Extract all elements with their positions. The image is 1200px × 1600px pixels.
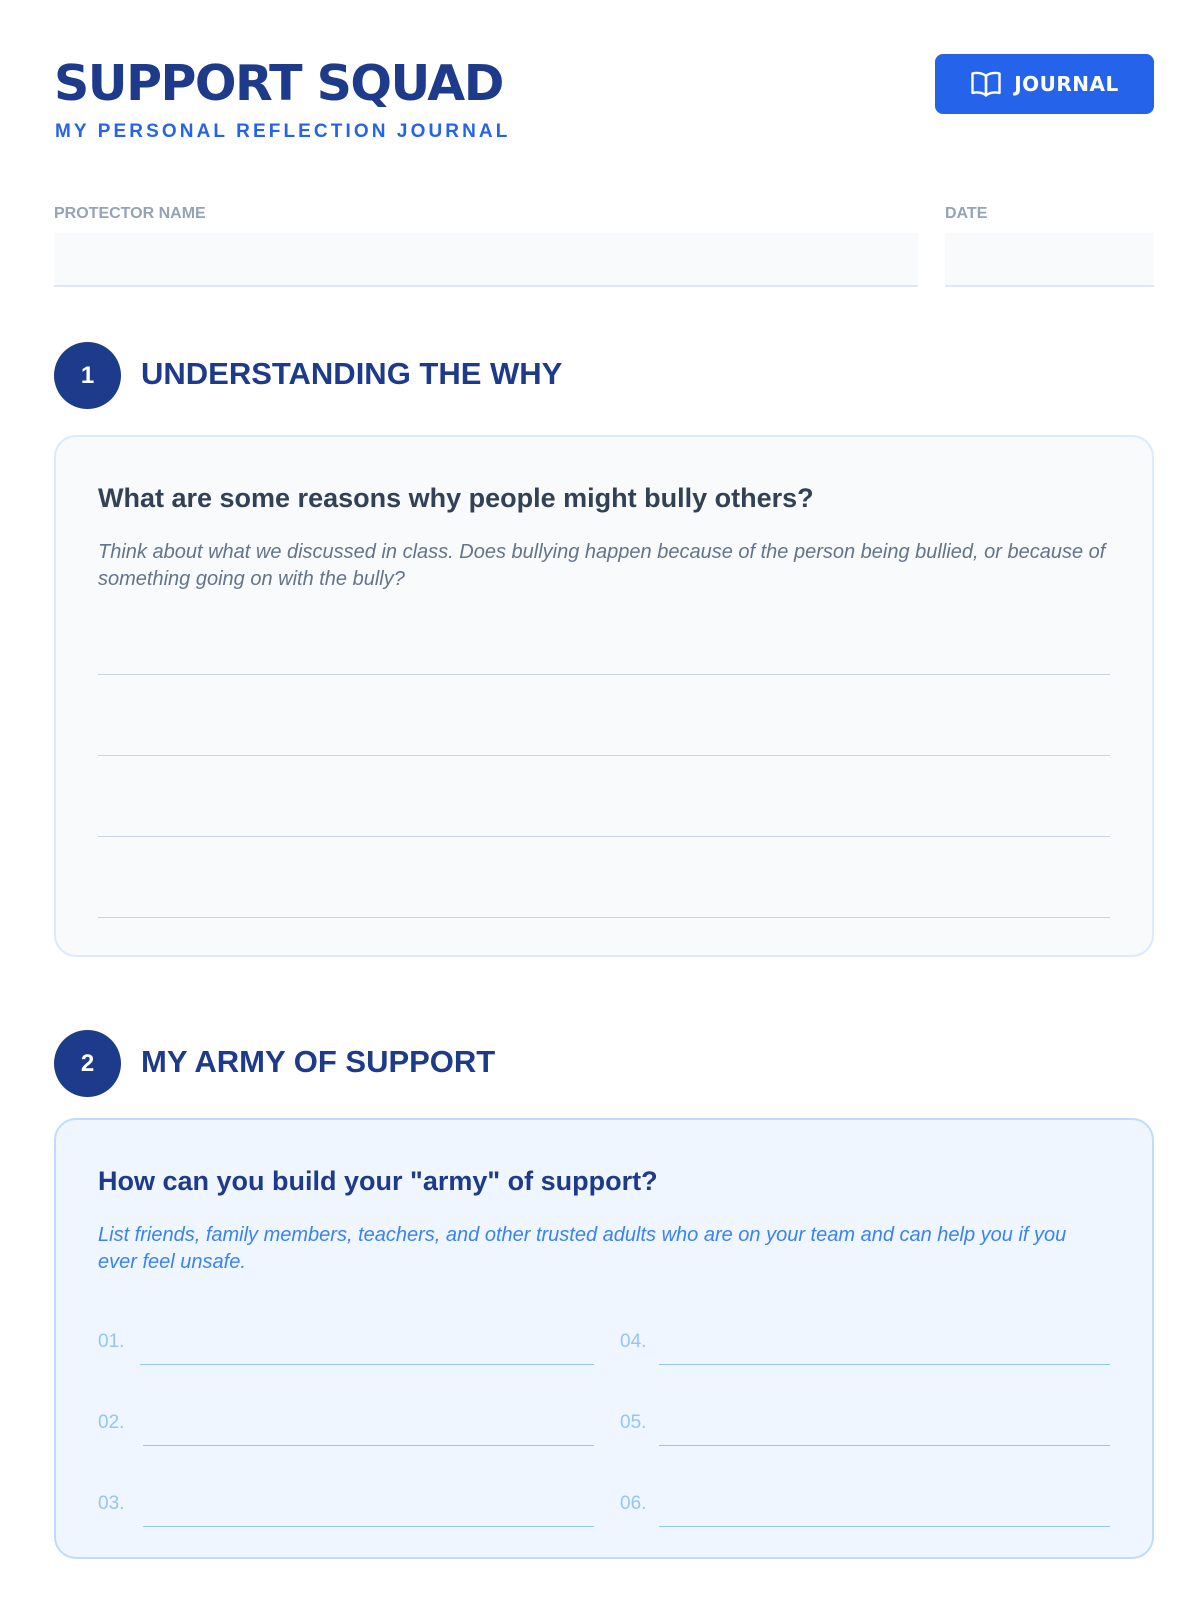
support-entry-number: 06. [620,1493,647,1514]
support-entry-6 [620,1487,1110,1527]
book-open-icon [970,70,1002,98]
section-1-number-badge: 1 [54,342,121,409]
section-1-title: UNDERSTANDING THE WHY [141,356,563,391]
support-entry-number: 04. [620,1331,647,1352]
support-entry-5 [620,1406,1110,1446]
page-subtitle: MY PERSONAL REFLECTION JOURNAL [55,121,511,142]
journal-button-label: JOURNAL [1014,72,1119,96]
support-entry-line[interactable] [143,1445,594,1446]
answer-line-1[interactable] [98,674,1110,675]
protector-name-label: PROTECTOR NAME [54,205,206,222]
support-army-card [54,1118,1154,1559]
support-entry-line[interactable] [659,1445,1110,1446]
section-2-hint: List friends, family members, teachers, and other trusted adults who are on your team and can help you if you ever feel unsafe. [98,1224,1067,1273]
answer-line-2[interactable] [98,755,1110,756]
section-2-title: MY ARMY OF SUPPORT [141,1044,496,1079]
support-entry-number: 05. [620,1412,647,1433]
date-label: DATE [945,205,988,222]
support-entry-2 [98,1406,594,1446]
protector-name-field[interactable] [54,233,918,287]
reflection-card-why [54,435,1154,957]
support-entry-4 [620,1325,1110,1365]
answer-line-3[interactable] [98,836,1110,837]
section-2-number-badge: 2 [54,1030,121,1097]
support-entry-number: 02. [98,1412,125,1433]
support-entry-number: 03. [98,1493,125,1514]
support-entry-line[interactable] [140,1364,594,1365]
support-entry-1 [98,1325,594,1365]
support-entry-3 [98,1487,594,1527]
page-title: SUPPORT SQUAD [54,55,503,112]
section-2-question: How can you build your "army" of support? [98,1166,658,1196]
journal-button[interactable] [935,54,1154,114]
support-entry-line[interactable] [143,1526,594,1527]
answer-line-4[interactable] [98,917,1110,918]
support-entry-line[interactable] [659,1526,1110,1527]
section-1-hint: Think about what we discussed in class. Does bullying happen because of the person being bullied, or because of something going on with the bully? [98,541,1106,590]
support-entry-line[interactable] [659,1364,1110,1365]
section-1-question: What are some reasons why people might bully others? [98,483,814,513]
support-entry-number: 01. [98,1331,125,1352]
date-field[interactable] [945,233,1154,287]
